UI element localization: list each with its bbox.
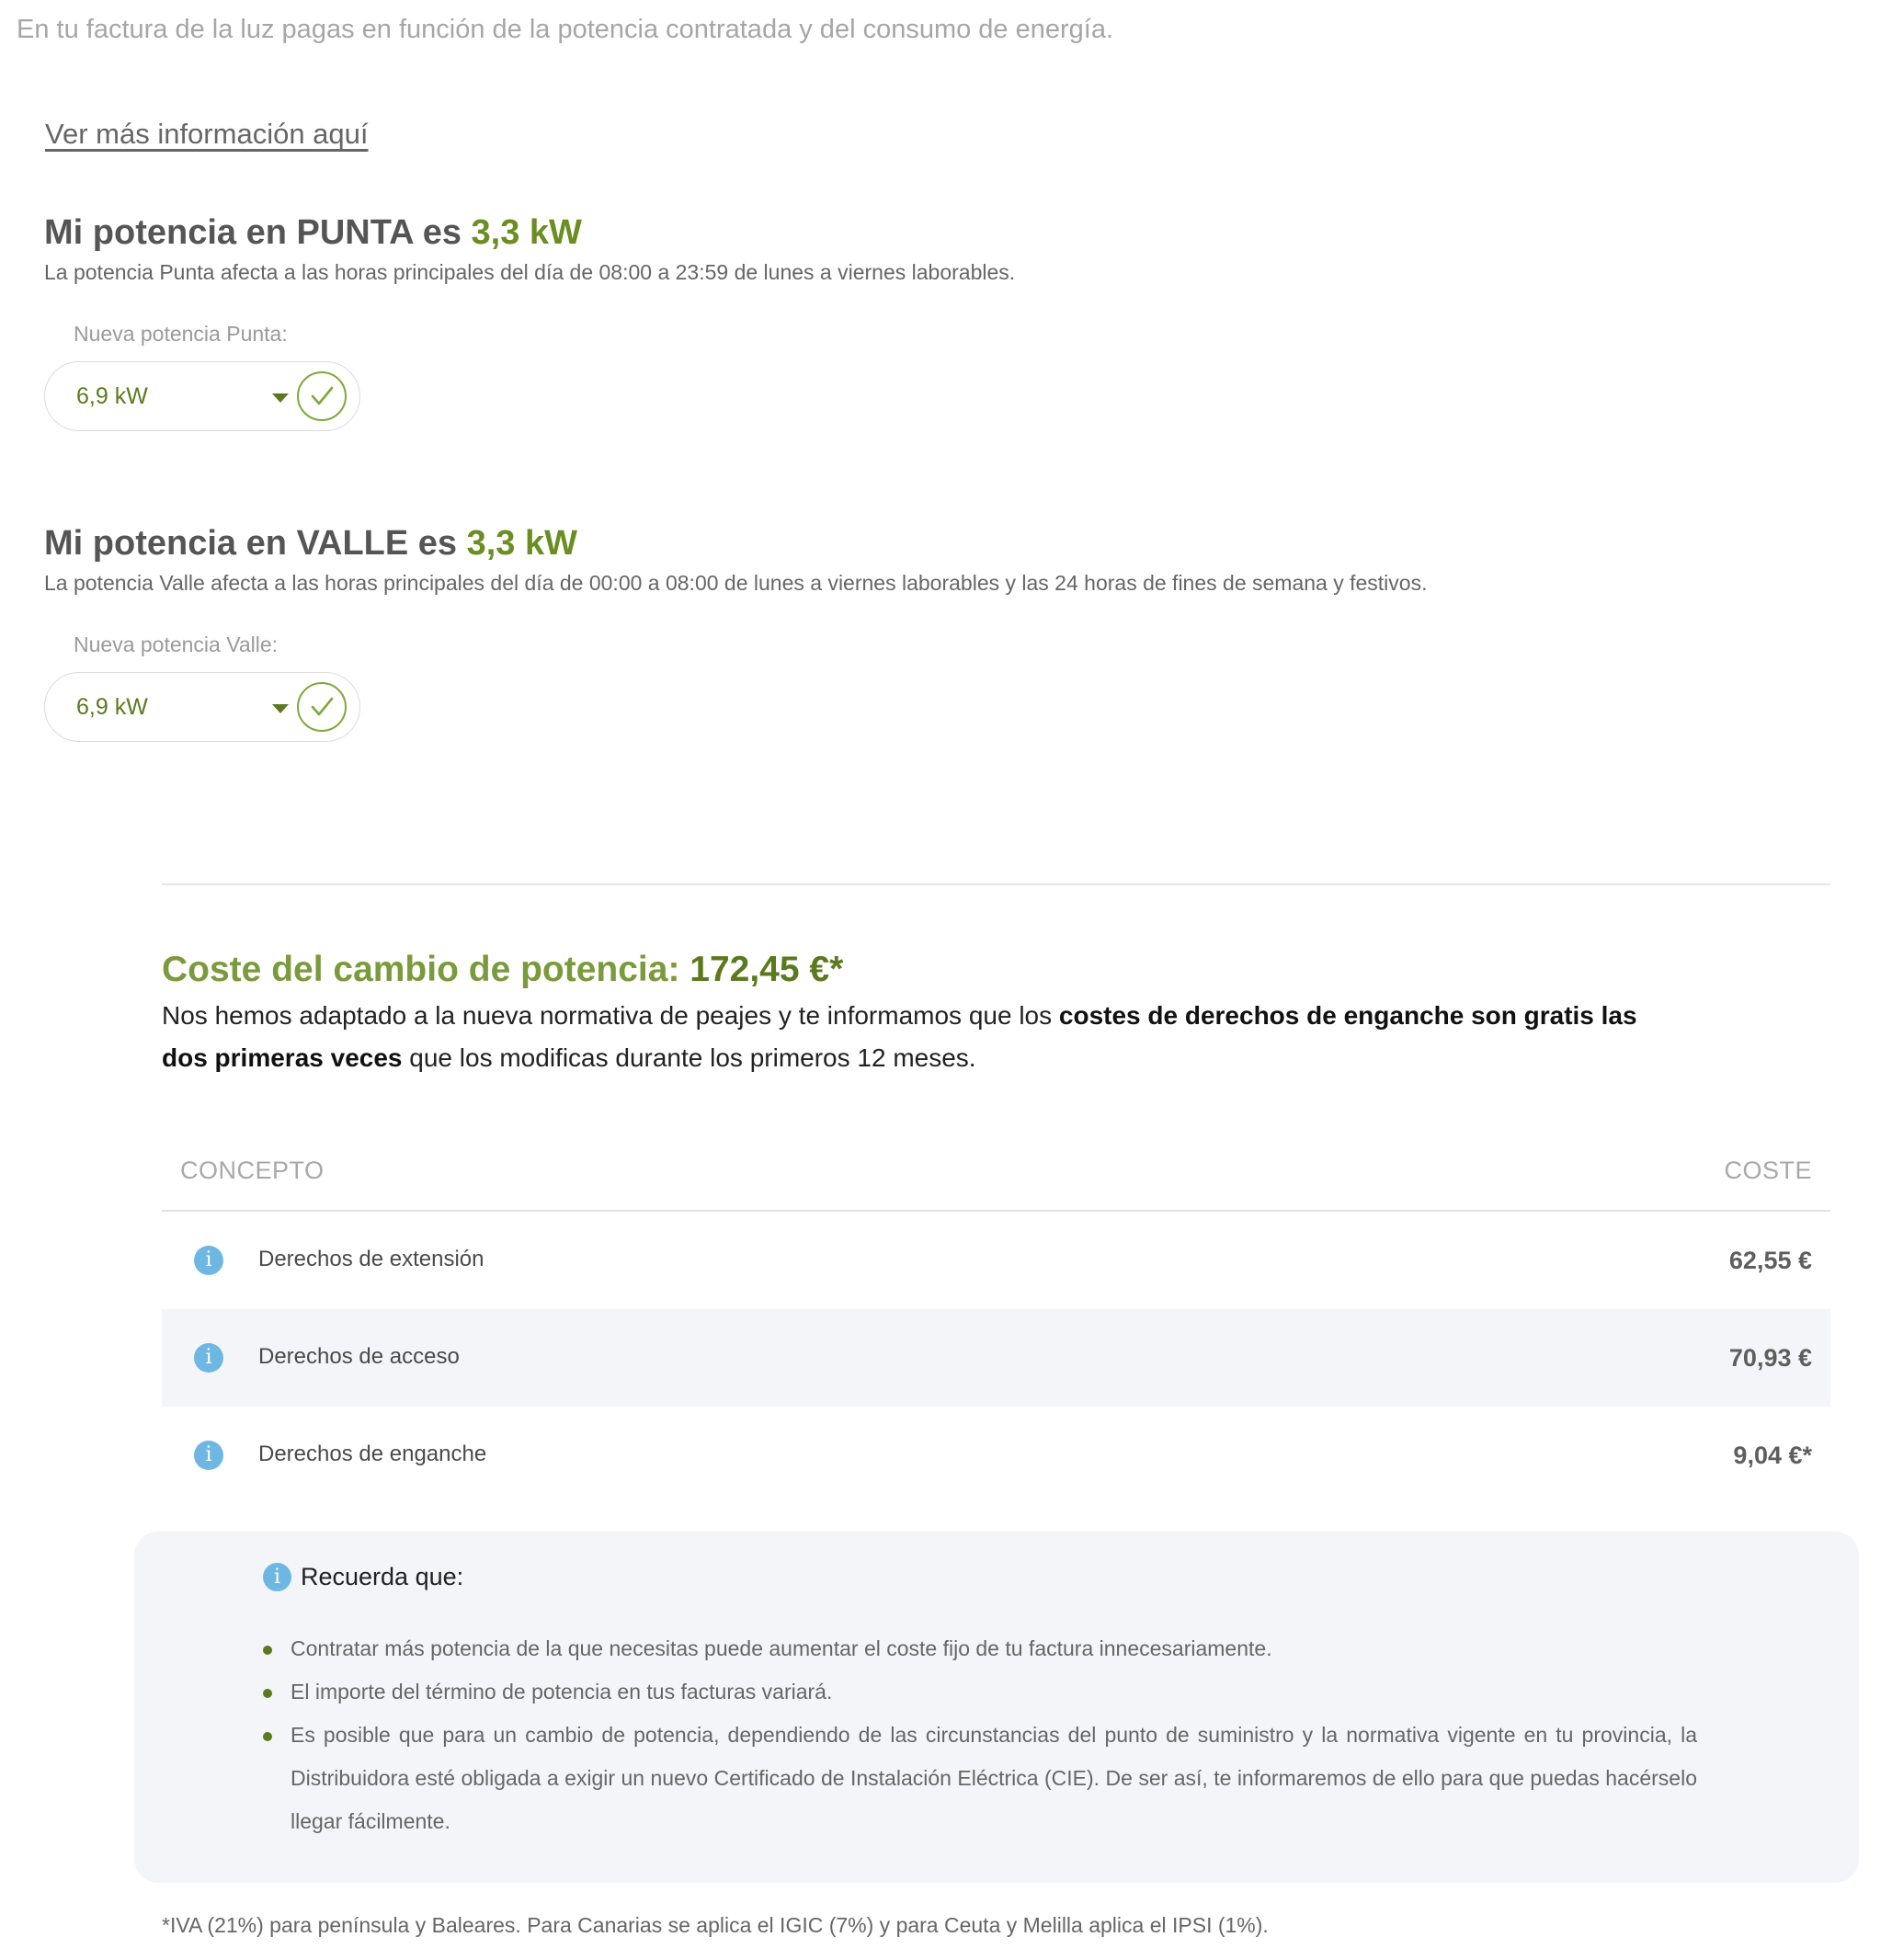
section-divider	[162, 883, 1830, 885]
check-circle-icon[interactable]	[297, 682, 347, 732]
punta-description: La potencia Punta afecta a las horas principales del día de 08:00 a 23:59 de lunes a viernes laborables.	[44, 260, 1016, 284]
list-item: El importe del término de potencia en tus facturas variará.	[263, 1670, 1697, 1714]
row-label: Derechos de extensión	[258, 1247, 484, 1271]
valle-title-prefix: Mi potencia en VALLE es	[44, 524, 467, 563]
valle-title	[44, 524, 1427, 564]
punta-select-label: Nueva potencia Punta:	[74, 322, 288, 346]
cost-title-prefix: Coste del cambio de potencia:	[162, 950, 690, 989]
remember-panel	[134, 1532, 1859, 1883]
cost-note-bold: costes de derechos de enganche son gratis las dos primeras veces	[162, 1001, 1637, 1072]
caret-down-icon	[272, 704, 289, 713]
row-label: Derechos de enganche	[258, 1442, 487, 1466]
punta-power-select[interactable]	[44, 361, 360, 431]
punta-title	[44, 213, 1015, 253]
row-value: 9,04 €*	[1733, 1442, 1812, 1469]
punta-selected-value: 6,9 kW	[76, 382, 148, 409]
info-icon[interactable]: i	[194, 1246, 223, 1275]
valle-section	[44, 524, 1427, 742]
valle-selected-value: 6,9 kW	[76, 693, 148, 720]
table-row	[162, 1407, 1830, 1504]
table-row	[162, 1212, 1830, 1309]
info-icon: i	[263, 1563, 291, 1591]
table-row	[162, 1309, 1830, 1407]
punta-current-value: 3,3 kW	[471, 213, 582, 252]
cost-title	[162, 950, 843, 990]
remember-list	[263, 1627, 1697, 1843]
cost-table	[162, 1140, 1830, 1504]
remember-title: Recuerda que:	[301, 1563, 464, 1590]
intro-text: En tu factura de la luz pagas en función de la potencia contratada y del consumo de energía.	[17, 15, 1114, 44]
remember-header	[263, 1563, 463, 1591]
list-item: Contratar más potencia de la que necesitas puede aumentar el coste fijo de tu factura innecesariamente.	[263, 1627, 1697, 1670]
header-concept: CONCEPTO	[180, 1157, 325, 1184]
cost-note-part1: Nos hemos adaptado a la nueva normativa de peajes y te informamos que los	[162, 1001, 1059, 1030]
valle-description: La potencia Valle afecta a las horas principales del día de 00:00 a 08:00 de lunes a viernes laborables y las 24 horas de fines de semana y festivos.	[44, 571, 1428, 595]
cost-note	[162, 995, 1651, 1079]
check-circle-icon[interactable]	[297, 371, 347, 421]
punta-title-prefix: Mi potencia en PUNTA es	[44, 213, 472, 252]
cost-note-part2: que los modificas durante los primeros 12 meses.	[402, 1043, 976, 1072]
list-item: Es posible que para un cambio de potencia, dependiendo de las circunstancias del punto de suministro y la normativa vigente en tu provincia, la Distribuidora esté obligada a exigir un nuevo Certificado de Instalación Eléctrica (CIE). De ser así, te informaremos de ello para que puedas hacérselo llegar fácilmente.	[263, 1714, 1697, 1843]
header-cost: COSTE	[1724, 1157, 1812, 1184]
cost-amount: 172,45 €*	[690, 950, 844, 989]
table-header	[162, 1140, 1830, 1212]
info-icon[interactable]: i	[194, 1441, 223, 1470]
valle-power-select[interactable]	[44, 672, 360, 742]
row-value: 70,93 €	[1728, 1344, 1812, 1372]
valle-current-value: 3,3 kW	[466, 524, 577, 563]
info-icon[interactable]: i	[194, 1343, 223, 1373]
row-value: 62,55 €	[1728, 1247, 1812, 1274]
caret-down-icon	[272, 393, 289, 403]
row-label: Derechos de acceso	[258, 1344, 460, 1369]
footnote: *IVA (21%) para península y Baleares. Para Canarias se aplica el IGIC (7%) y para Ceuta y Melilla aplica el IPSI (1%).	[162, 1913, 1269, 1937]
more-info-link[interactable]: Ver más información aquí	[45, 118, 369, 150]
punta-section	[44, 213, 1015, 431]
valle-select-label: Nueva potencia Valle:	[74, 632, 279, 656]
